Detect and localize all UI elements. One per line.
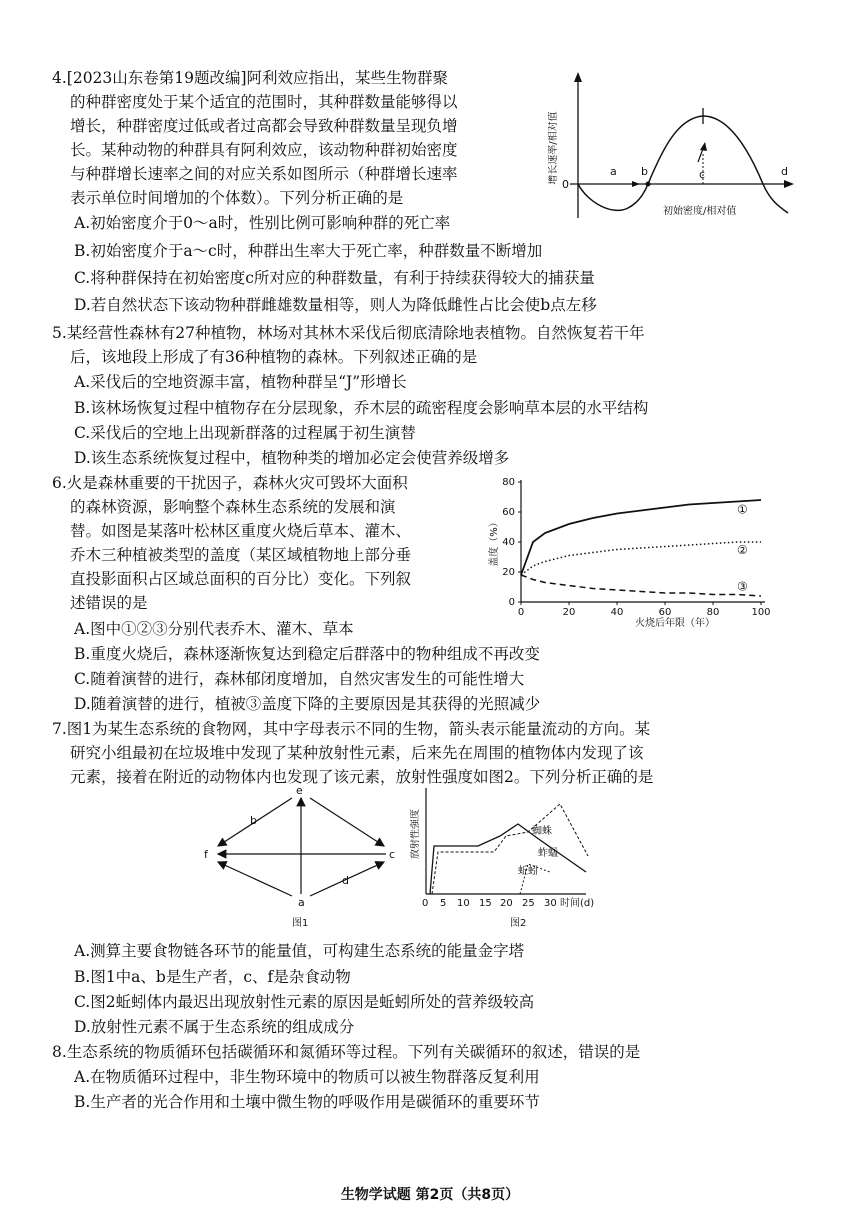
fig2-tick: 0 xyxy=(422,898,429,909)
q6-series-label-2: ② xyxy=(737,543,748,557)
fig2-tick: 15 xyxy=(479,898,492,909)
fig2-caption: 图2 xyxy=(510,918,527,929)
q8-line: 8.生态系统的物质循环包括碳循环和氮循环等过程。下列有关碳循环的叙述，错误的是 xyxy=(52,1043,641,1061)
q4-line: 的种群密度处于某个适宜的范围时，其种群数量能够得以 xyxy=(70,93,458,111)
fig2-tick: 25 xyxy=(522,898,535,909)
q6-y-tick-label: 0 xyxy=(508,597,515,608)
q7-option-b: B.图1中a、b是生产者，c、f是杂食动物 xyxy=(74,968,351,986)
q6-line: 述错误的是 xyxy=(70,594,148,612)
q6-option-a: A.图中①②③分别代表乔木、灌木、草本 xyxy=(74,620,354,638)
q6-x-tick-label: 80 xyxy=(706,607,720,618)
fig2-label-earthworm: 蚯蚓 xyxy=(518,866,538,877)
q4-option-b: B.初始密度介于a～c时，种群出生率大于死亡率，种群数量不断增加 xyxy=(74,242,543,260)
q5-line: 后，该地段上形成了有36种植物的森林。下列叙述正确的是 xyxy=(70,348,478,366)
q6-y-tick-label: 20 xyxy=(502,567,515,578)
q5-option-d: D.该生态系统恢复过程中，植物种类的增加必定会使营养级增多 xyxy=(74,449,510,467)
q4-point-b: b xyxy=(641,165,648,178)
fig2-tick: 30 xyxy=(544,898,557,909)
q6-line: 直投影面积占区域总面积的百分比）变化。下列叙 xyxy=(70,570,412,588)
fw-node-a: a xyxy=(298,896,305,909)
q6-x-tick-label: 0 xyxy=(517,607,525,618)
q4-xlabel: 初始密度/相对值 xyxy=(663,206,737,217)
q6-y-tick-label: 40 xyxy=(502,537,515,548)
q7-line: 研究小组最初在垃圾堆中发现了某种放射性元素，后来先在周围的植物体内发现了该 xyxy=(70,744,644,762)
q4-ylabel: 增长速率/相对值 xyxy=(548,111,559,185)
fig2-ylabel: 放射性强度 xyxy=(410,809,421,859)
q6-line: 替。如图是某落叶松林区重度火烧后草本、灌木、 xyxy=(70,522,412,540)
fw-e-to-c xyxy=(310,798,384,846)
fig2-tick: 5 xyxy=(440,898,447,909)
q6-series-label-1: ① xyxy=(737,502,748,517)
fw-node-c: c xyxy=(389,848,396,861)
q6-y-tick-label: 80 xyxy=(502,477,515,488)
q7-fig2-radioactivity xyxy=(410,782,610,932)
fw-node-f: f xyxy=(204,848,208,861)
q4-line: 4.[2023山东卷第19题改编]阿利效应指出，某些生物群聚 xyxy=(52,69,449,87)
q4-point-b-dot xyxy=(646,182,651,187)
q4-y-arrow xyxy=(574,72,582,82)
fig2-label-grasshopper: 蚱蜢 xyxy=(538,848,558,859)
q6-ylabel: 盖度（%） xyxy=(489,517,500,567)
q6-line: 6.火是森林重要的干扰因子，森林火灾可毁坏大面积 xyxy=(52,474,408,492)
q6-series-label-3: ③ xyxy=(737,579,748,594)
q6-y-tick-label: 60 xyxy=(502,507,515,518)
q4-option-d: D.若自然状态下该动物种群雌雄数量相等，则人为降低雌性占比会使b点左移 xyxy=(74,296,597,314)
q6-line: 乔木三种植被类型的盖度（某区域植物地上部分垂 xyxy=(70,546,412,564)
fig2-tick: 20 xyxy=(500,898,513,909)
q4-line: 与种群增长速率之间的对应关系如图所示（种群增长速率 xyxy=(70,165,458,183)
q4-line: 表示单位时间增加的个体数）。下列分析正确的是 xyxy=(70,189,404,207)
fig2-xlabel: 时间(d) xyxy=(560,898,595,909)
q7-line: 元素，接着在附近的动物体内也发现了该元素，放射性强度如图2。下列分析正确的是 xyxy=(70,768,654,786)
q6-option-d: D.随着演替的进行，植被③盖度下降的主要原因是其获得的光照减少 xyxy=(74,695,541,713)
q5-option-c: C.采伐后的空地上出现新群落的过程属于初生演替 xyxy=(74,424,416,442)
q6-series-line-3 xyxy=(521,575,761,596)
q6-line: 的森林资源，影响整个森林生态系统的发展和演 xyxy=(70,498,396,516)
q4-point-d: d xyxy=(781,165,788,178)
q4-point-a: a xyxy=(610,165,617,178)
fw-node-b: b xyxy=(250,814,257,827)
q7-option-a: A.测算主要食物链各环节的能量值，可构建生态系统的能量金字塔 xyxy=(74,942,525,960)
fig2-label-spider: 蜘蛛 xyxy=(532,826,552,837)
q4-origin: 0 xyxy=(562,178,569,191)
fw-a-to-f xyxy=(218,862,292,896)
fig2-spider-line xyxy=(432,804,588,894)
q4-up-arrowhead xyxy=(700,142,707,151)
q6-x-tick-label: 60 xyxy=(658,607,672,618)
q6-x-tick-label: 100 xyxy=(751,607,771,618)
q4-line: 长。某种动物的种群具有阿利效应，该动物种群初始密度 xyxy=(70,141,458,159)
q6-x-tick-label: 40 xyxy=(610,607,624,618)
q5-line: 5.某经营性森林有27种植物，林场对其林木采伐后彻底清除地表植物。自然恢复若干年 xyxy=(52,324,645,342)
q6-x-tick-label: 20 xyxy=(562,607,576,618)
q6-xlabel: 火烧后年限（年） xyxy=(635,618,715,629)
q7-line: 7.图1为某生态系统的食物网，其中字母表示不同的生物，箭头表示能量流动的方向。某 xyxy=(52,720,651,738)
q6-cover-chart xyxy=(485,468,785,632)
q8-option-b: B.生产者的光合作用和土壤中微生物的呼吸作用是碳循环的重要环节 xyxy=(74,1093,540,1111)
q5-option-a: A.采伐后的空地资源丰富，植物种群呈“J”形增长 xyxy=(74,373,407,391)
q7-fig1-foodweb xyxy=(196,782,416,930)
q6-series-line-1 xyxy=(521,500,761,575)
fw-node-d: d xyxy=(342,874,349,887)
q8-option-a: A.在物质循环过程中，非生物环境中的物质可以被生物群落反复利用 xyxy=(74,1068,540,1086)
page-footer: 生物学试题 第2页（共8页） xyxy=(340,1187,520,1203)
q7-option-d: D.放射性元素不属于生态系统的组成成分 xyxy=(74,1018,355,1036)
fig2-tick: 10 xyxy=(457,898,470,909)
fig2-plant-line xyxy=(430,824,586,894)
q6-option-b: B.重度火烧后，森林逐渐恢复达到稳定后群落中的物种组成不再改变 xyxy=(74,645,540,663)
q4-option-a: A.初始密度介于0～a时，性别比例可影响种群的死亡率 xyxy=(74,214,451,232)
q7-option-c: C.图2蚯蚓体内最迟出现放射性元素的原因是蚯蚓所处的营养级较高 xyxy=(74,993,535,1011)
q4-x-arrow xyxy=(784,180,794,188)
q5-option-b: B.该林场恢复过程中植物存在分层现象，乔木层的疏密程度会影响草本层的水平结构 xyxy=(74,399,649,417)
q4-point-c: c xyxy=(699,168,706,181)
q6-series-line-2 xyxy=(521,542,761,575)
q4-chart xyxy=(548,68,798,228)
q6-option-c: C.随着演替的进行，森林郁闭度增加，自然灾害发生的可能性增大 xyxy=(74,670,525,688)
q4-arrowhead-a xyxy=(632,181,640,187)
fig1-caption: 图1 xyxy=(292,918,309,929)
fw-node-e: e xyxy=(296,784,303,797)
q4-line: 增长，种群密度过低或者过高都会导致种群数量呈现负增 xyxy=(70,117,458,135)
q4-option-c: C.将种群保持在初始密度c所对应的种群数量，有利于持续获得较大的捕获量 xyxy=(74,269,595,287)
